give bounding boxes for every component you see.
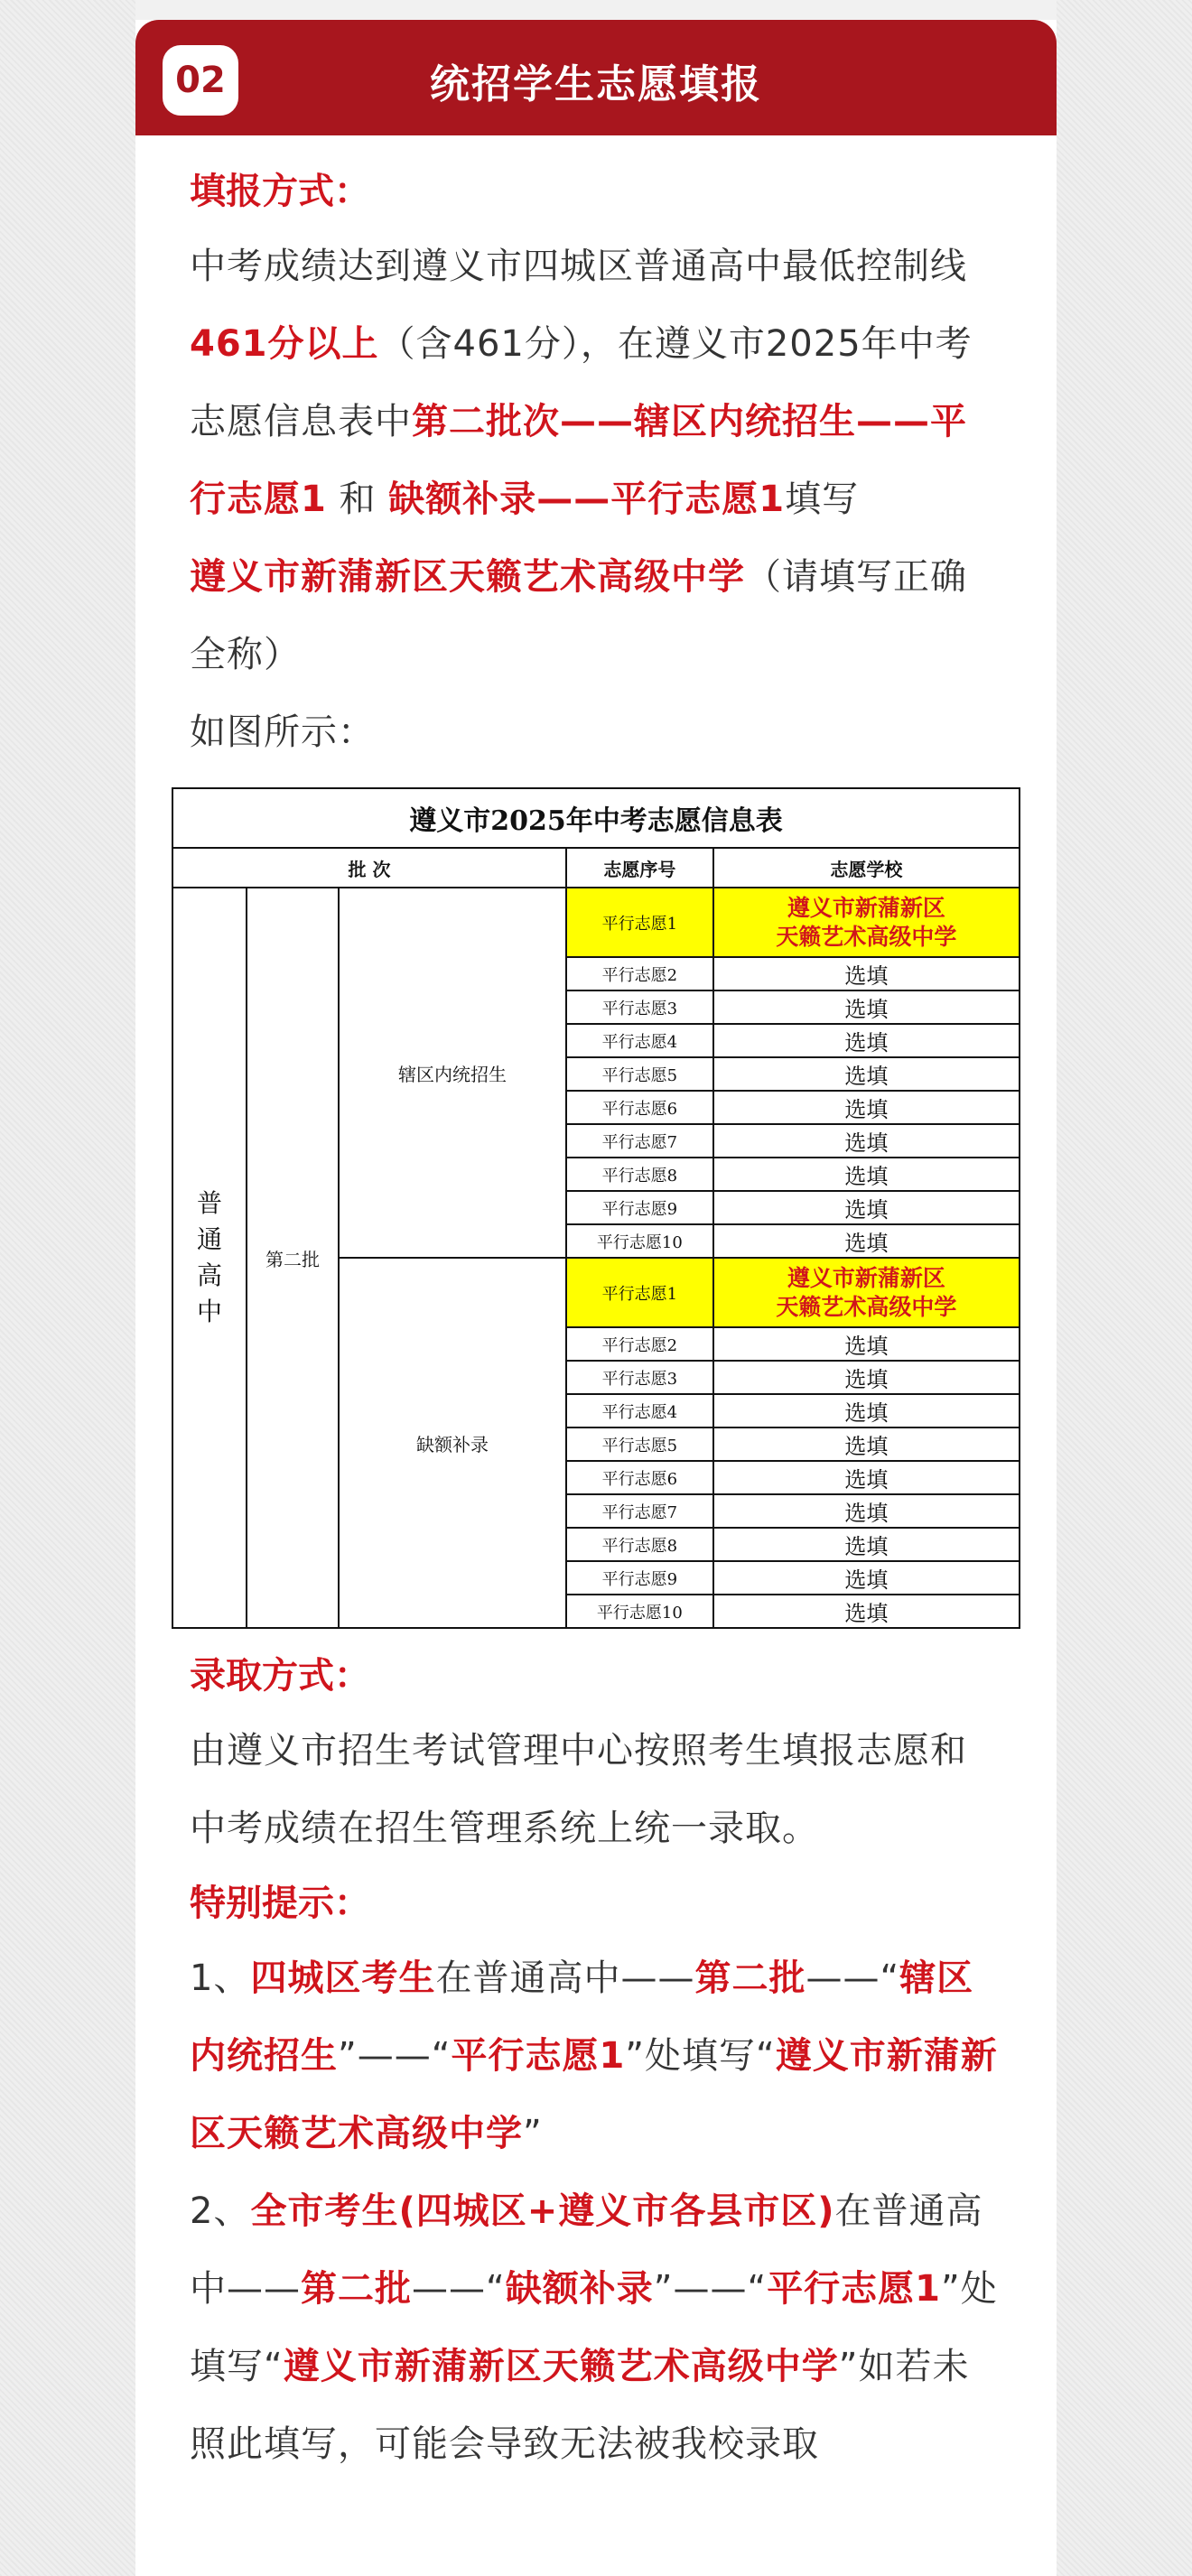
cell-wish-no: 平行志愿10 — [566, 1595, 713, 1628]
note-highlight: 第二批 — [694, 1958, 806, 1999]
cell-wish-no: 平行志愿1 — [566, 1258, 713, 1327]
highlight-school-name: 遵义市新蒲新区天籁艺术高级中学 — [190, 556, 745, 598]
cell-wish-no: 平行志愿7 — [566, 1494, 713, 1528]
text-run: ”——“ — [653, 2268, 768, 2310]
note-highlight: 辖区内统招生 — [190, 1958, 974, 2077]
cell-school: 选填 — [713, 1327, 1020, 1361]
cell-wish-no: 平行志愿1 — [566, 888, 713, 957]
cell-wish-no: 平行志愿6 — [566, 1461, 713, 1494]
cell-wish-no: 平行志愿2 — [566, 957, 713, 990]
cell-wish-no: 平行志愿8 — [566, 1158, 713, 1191]
section-header — [135, 20, 1057, 135]
cell-group: 缺额补录 — [339, 1258, 566, 1628]
cell-school: 选填 — [713, 1528, 1020, 1561]
admission-text: 由遵义市招生考试管理中心按照考生填报志愿和中考成绩在招生管理系统上统一录取。 — [190, 1730, 967, 1849]
cell-school: 选填 — [713, 1124, 1020, 1158]
section-number-badge: 02 — [163, 45, 238, 116]
note-highlight: 遵义市新蒲新区天籁艺术高级中学 — [190, 2035, 998, 2154]
background-texture-right — [1057, 0, 1192, 2576]
note-2 — [190, 2172, 1002, 2483]
cell-wish-no: 平行志愿9 — [566, 1191, 713, 1224]
text-run: ” — [523, 2113, 543, 2154]
cell-school: 选填 — [713, 990, 1020, 1024]
cell-school: 选填 — [713, 1057, 1020, 1091]
content-card — [135, 20, 1057, 2576]
note-highlight: 四城区考生 — [250, 1958, 436, 1999]
note-highlight: 平行志愿1 — [767, 2268, 942, 2310]
text-run: 1、 — [190, 1958, 251, 1999]
note-highlight: 平行志愿1 — [451, 2035, 626, 2077]
highlight-score: 461分以上 — [190, 323, 379, 365]
text-run: （请填写正确全称） — [190, 556, 967, 675]
cell-wish-no: 平行志愿5 — [566, 1427, 713, 1461]
cell-wish-no: 平行志愿9 — [566, 1561, 713, 1595]
note-highlight: 第二批 — [301, 2268, 412, 2310]
cell-level — [172, 888, 247, 1628]
as-shown-text: 如图所示： — [190, 711, 375, 753]
cell-school: 选填 — [713, 1091, 1020, 1124]
highlight-supplement: 缺额补录——平行志愿1 — [388, 479, 786, 520]
cell-wish-no: 平行志愿4 — [566, 1024, 713, 1057]
cell-school: 选填 — [713, 1191, 1020, 1224]
cell-school: 选填 — [713, 1361, 1020, 1394]
cell-school: 选填 — [713, 1158, 1020, 1191]
table-row — [172, 888, 1020, 957]
note-highlight: 缺额补录 — [505, 2268, 654, 2310]
wish-info-table — [172, 787, 1020, 1629]
text-run: 中考成绩达到遵义市四城区普通高中最低控制线 — [190, 246, 967, 287]
cell-school: 选填 — [713, 1394, 1020, 1427]
cell-school: 选填 — [713, 1494, 1020, 1528]
cell-batch: 第二批 — [247, 888, 339, 1628]
notes-heading: 特别提示： — [190, 1883, 370, 1924]
cell-wish-no: 平行志愿10 — [566, 1224, 713, 1258]
cell-school: 选填 — [713, 957, 1020, 990]
text-run: ”处填写“ — [625, 2035, 776, 2077]
col-header-school: 志愿学校 — [713, 848, 1020, 888]
note-highlight: 全市考生(四城区+遵义市各县市区) — [250, 2190, 835, 2232]
note-1 — [190, 1939, 1002, 2172]
text-run: 和 — [326, 479, 389, 520]
cell-wish-no: 平行志愿7 — [566, 1124, 713, 1158]
section-content — [190, 155, 1002, 2483]
cell-wish-no: 平行志愿2 — [566, 1327, 713, 1361]
wish-info-table-figure — [172, 787, 1020, 1629]
text-run: ——“ — [806, 1958, 900, 1999]
text-run: ”如若未照此填写，可能会导致无法被我校录取 — [190, 2346, 970, 2465]
col-header-wish-no: 志愿序号 — [566, 848, 713, 888]
text-run: （含461分），在遵义市2025年中考志愿信息表中 — [190, 323, 973, 442]
fill-method-paragraph — [190, 228, 1002, 693]
cell-school: 选填 — [713, 1595, 1020, 1628]
col-header-batch: 批 次 — [172, 848, 566, 888]
text-run: ——“ — [412, 2268, 506, 2310]
cell-wish-no: 平行志愿3 — [566, 1361, 713, 1394]
text-run: 在普通高中—— — [435, 1958, 695, 1999]
cell-school: 选填 — [713, 1561, 1020, 1595]
level-label: 普通高中 — [196, 1188, 222, 1326]
highlight-batch: 第二批次——辖区内统招生——平行志愿1 — [190, 401, 967, 520]
fill-method-heading: 填报方式： — [190, 171, 370, 212]
text-run: 2、 — [190, 2190, 251, 2232]
cell-wish-no: 平行志愿8 — [566, 1528, 713, 1561]
cell-school: 选填 — [713, 1224, 1020, 1258]
section-title: 统招学生志愿填报 — [430, 61, 762, 107]
text-run: 在普通高中—— — [190, 2190, 983, 2310]
cell-group: 辖区内统招生 — [339, 888, 566, 1258]
cell-school: 选填 — [713, 1427, 1020, 1461]
text-run: 填写 — [785, 479, 860, 520]
background-texture-left — [0, 0, 135, 2576]
admission-heading: 录取方式： — [190, 1655, 370, 1697]
cell-wish-no: 平行志愿4 — [566, 1394, 713, 1427]
note-highlight: 遵义市新蒲新区天籁艺术高级中学 — [283, 2346, 839, 2387]
cell-wish-no: 平行志愿6 — [566, 1091, 713, 1124]
cell-wish-no: 平行志愿5 — [566, 1057, 713, 1091]
text-run: ”处填写“ — [190, 2268, 998, 2387]
cell-school: 遵义市新蒲新区 天籁艺术高级中学 — [713, 1258, 1020, 1327]
cell-wish-no: 平行志愿3 — [566, 990, 713, 1024]
cell-school: 选填 — [713, 1461, 1020, 1494]
table-title: 遵义市2025年中考志愿信息表 — [172, 788, 1020, 848]
cell-school: 选填 — [713, 1024, 1020, 1057]
cell-school: 遵义市新蒲新区 天籁艺术高级中学 — [713, 888, 1020, 957]
text-run: ”——“ — [338, 2035, 452, 2077]
